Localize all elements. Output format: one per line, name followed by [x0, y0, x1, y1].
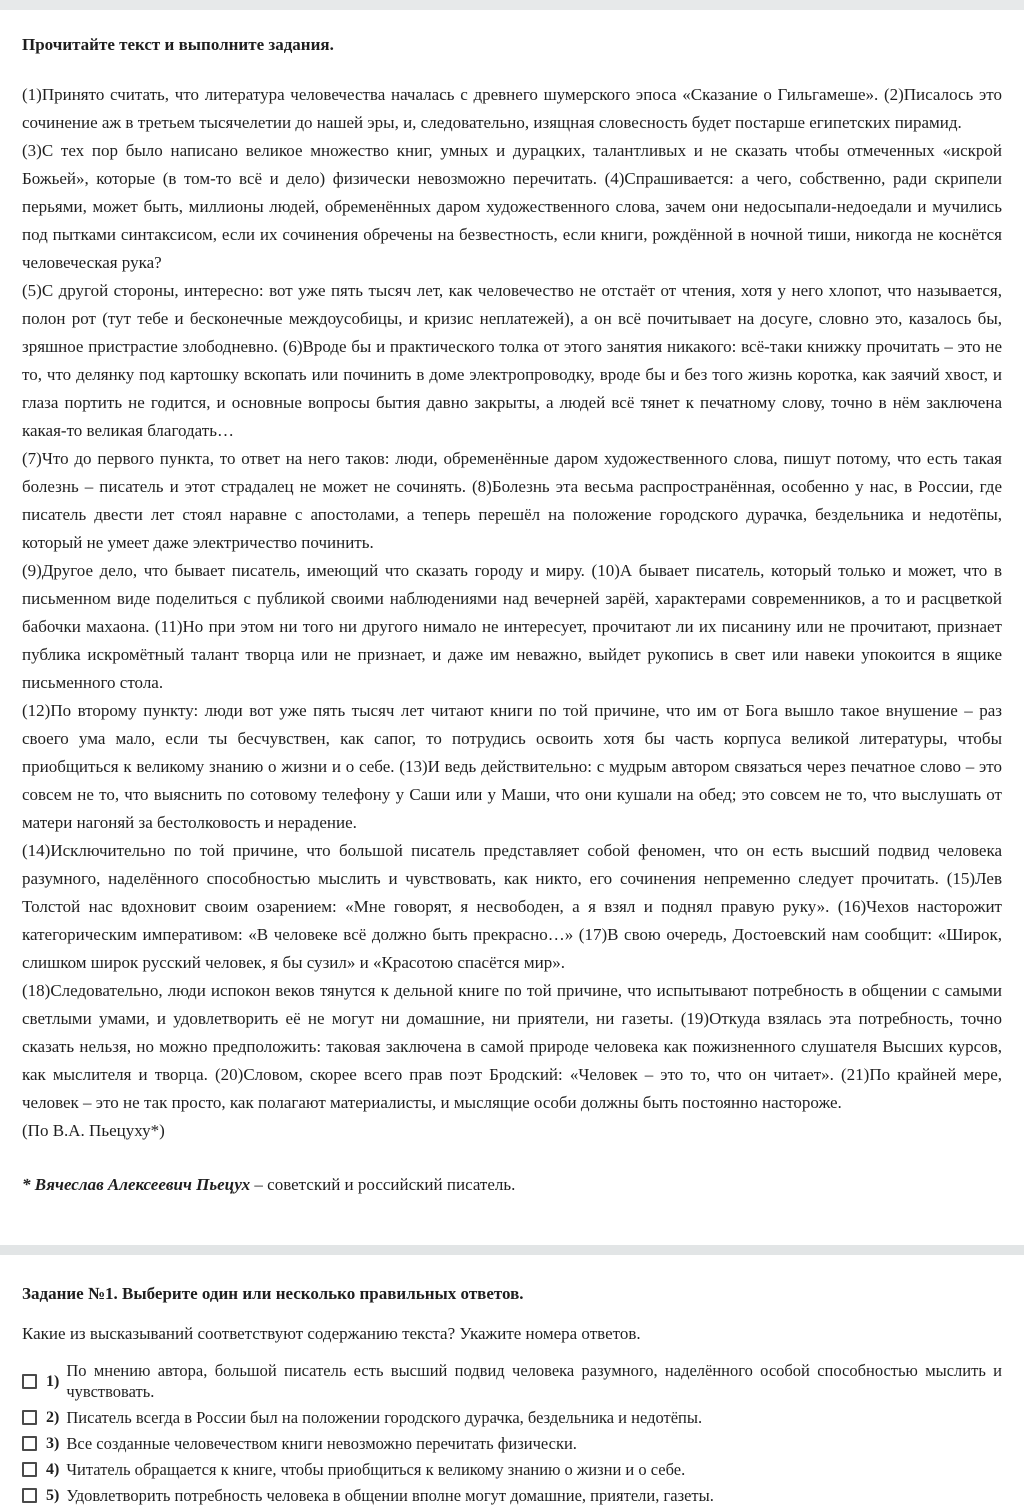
option-number: 2) — [46, 1409, 60, 1426]
text-paragraph: (1)Принято считать, что литература человечества началась с древнего шумерского эпоса «Сказание о Гильгамеше». (2)Писалось это сочинение аж в третьем тысячелетии до нашей эры, и, следовательно, изящная словесность будет постарше египетских пирамид. — [22, 85, 1002, 132]
author-description: – советский и российский писатель. — [250, 1175, 516, 1194]
top-divider-bar — [0, 0, 1024, 10]
option-label: Все созданные человечеством книги невозможно перечитать физически. — [66, 1434, 577, 1453]
task-section — [0, 1282, 1024, 1506]
option-checkbox[interactable] — [22, 1410, 37, 1425]
text-paragraph: (3)С тех пор было написано великое множество книг, умных и дурацких, талантливых и не сказать чтобы отмеченных «искрой Божьей», которые (в том-то всё и дело) физически невозможно перечитать. (4)Спрашивается: а чего, собственно, ради скрипели перьями, может быть, миллионы людей, обременённых даром художественного слова, зачем они недосыпали-недоедали и мучились под пытками синтаксисом, если их сочинения обречены на безвестность, если книги, рождённой в ночной тиши, никогда не коснётся человеческая рука? — [22, 141, 1002, 272]
option-checkbox[interactable] — [22, 1374, 37, 1389]
option-label: Читатель обращается к книге, чтобы приобщиться к великому знанию о жизни и о себе. — [66, 1460, 686, 1479]
source-text — [22, 81, 1002, 1145]
read-text-instruction: Прочитайте текст и выполните задания. — [22, 35, 334, 54]
option-checkbox[interactable] — [22, 1462, 37, 1477]
option-label: Писатель всегда в России был на положении городского дурачка, бездельника и недотёпы. — [66, 1408, 703, 1427]
option-number: 1) — [46, 1372, 60, 1390]
answer-option — [22, 1433, 1002, 1454]
text-paragraph: (18)Следовательно, люди испокон веков тянутся к дельной книге по той причине, что испытывают потребность в общении с самыми светлыми умами, и удовлетворить её не могут ни домашние, ни приятели, ни газеты. (19)Откуда взялась эта потребность, точно сказать нельзя, но можно предположить: таковая заключена в самой природе человека как пожизненного слушателя Высших курсов, как мыслителя и творца. (20)Словом, скорее всего прав поэт Бродский: «Человек – это то, что он читает». (21)По крайней мере, человек – это не так просто, как полагают материалисты, и мыслящие особи должны быть постоянно настороже. — [22, 981, 1002, 1112]
text-paragraph: (5)С другой стороны, интересно: вот уже пять тысяч лет, как человечество не отстаёт от чтения, хотя у него хлопот, что называется, полон рот (тут тебе и бесконечные междоусобицы, и кризис неплатежей), а он всё почитывает на досуге, словно это, казалось бы, зряшное пристрастие злободневно. (6)Вроде бы и практического толка от этого занятия никакого: всё-таки книжку прочитать – это не то, что делянку под картошку вскопать или починить в доме электропроводку, вроде бы и без того жизнь коротка, как заячий хвост, и глаза портить не годится, и основные вопросы бытия давно закрыты, а людей всё тянет к печатному слову, точно в нём заключена какая-то великая благодать… — [22, 281, 1002, 440]
author-name: * Вячеслав Алексеевич Пьецух — [22, 1175, 251, 1194]
answer-option — [22, 1459, 1002, 1480]
task-title: Задание №1. Выберите один или несколько правильных ответов. — [22, 1284, 524, 1303]
option-number: 4) — [46, 1461, 60, 1478]
answer-option — [22, 1407, 1002, 1428]
option-label: По мнению автора, большой писатель есть высший подвид человека разумного, наделённого особой способностью мыслить и чувствовать. — [66, 1361, 1002, 1401]
answer-option — [22, 1360, 1002, 1402]
option-number: 3) — [46, 1435, 60, 1452]
task-question: Какие из высказываний соответствуют содержанию текста? Укажите номера ответов. — [22, 1324, 641, 1343]
answer-options-list — [22, 1360, 1002, 1506]
option-checkbox[interactable] — [22, 1436, 37, 1451]
option-number: 5) — [46, 1487, 60, 1504]
reading-text-section — [0, 31, 1024, 1199]
text-paragraph: (7)Что до первого пункта, то ответ на него таков: люди, обременённые даром художественного слова, пишут потому, что есть такая болезнь – писатель и этот страдалец не может не сочинять. (8)Болезнь эта весьма распространённая, особенно у нас, в России, где писатель двести лет стоял наравне с апостолами, а теперь перешёл на положение городского дурачка, бездельника и недотёпы, который не умеет даже электричество починить. — [22, 449, 1002, 552]
text-paragraph: (14)Исключительно по той причине, что большой писатель представляет собой феномен, что он есть высший подвид человека разумного, наделённого способностью мыслить и чувствовать, как никто, его сочинения непременно следует прочитать. (15)Лев Толстой нас вдохновит своим озарением: «Мне говорят, я несвободен, а я взял и поднял правую руку». (16)Чехов насторожит категорическим императивом: «В человеке всё должно быть прекрасно…» (17)В свою очередь, Достоевский нам сообщит: «Широк, слишком широк русский человек, я бы сузил» и «Красотою спасётся мир». — [22, 841, 1002, 972]
section-divider — [0, 1245, 1024, 1255]
option-label: Удовлетворить потребность человека в общении вполне могут домашние, приятели, газеты. — [66, 1486, 714, 1505]
answer-option — [22, 1485, 1002, 1506]
option-checkbox[interactable] — [22, 1488, 37, 1503]
text-attribution: (По В.А. Пьецуху*) — [22, 1121, 165, 1140]
text-paragraph: (9)Другое дело, что бывает писатель, имеющий что сказать городу и миру. (10)А бывает писатель, который только и может, что в письменном виде поделиться с публикой своими наблюдениями над вечерней зарёй, характерами современников, а то и расцветкой бабочки махаона. (11)Но при этом ни того ни другого нимало не интересует, прочитают ли их писанину или не прочитают, признает публика искромётный талант творца или не признает, и даже им неважно, выйдет рукопись в свет или навеки упокоится в ящике письменного стола. — [22, 561, 1002, 692]
text-paragraph: (12)По второму пункту: люди вот уже пять тысяч лет читают книги по той причине, что им от Бога вышло такое внушение – раз своего ума мало, если ты бесчувствен, как сапог, то потрудись освоить хотя бы часть корпуса великой литературы, чтобы приобщиться к великому знанию о жизни и о себе. (13)И ведь действительно: с мудрым автором связаться через печатное слово – это совсем не то, что выяснить по сотовому телефону у Саши или у Маши, что они кушали на обед; это совсем не то, что выслушать от матери нагоняй за бестолковость и нерадение. — [22, 701, 1002, 832]
author-footnote — [22, 1171, 1002, 1199]
